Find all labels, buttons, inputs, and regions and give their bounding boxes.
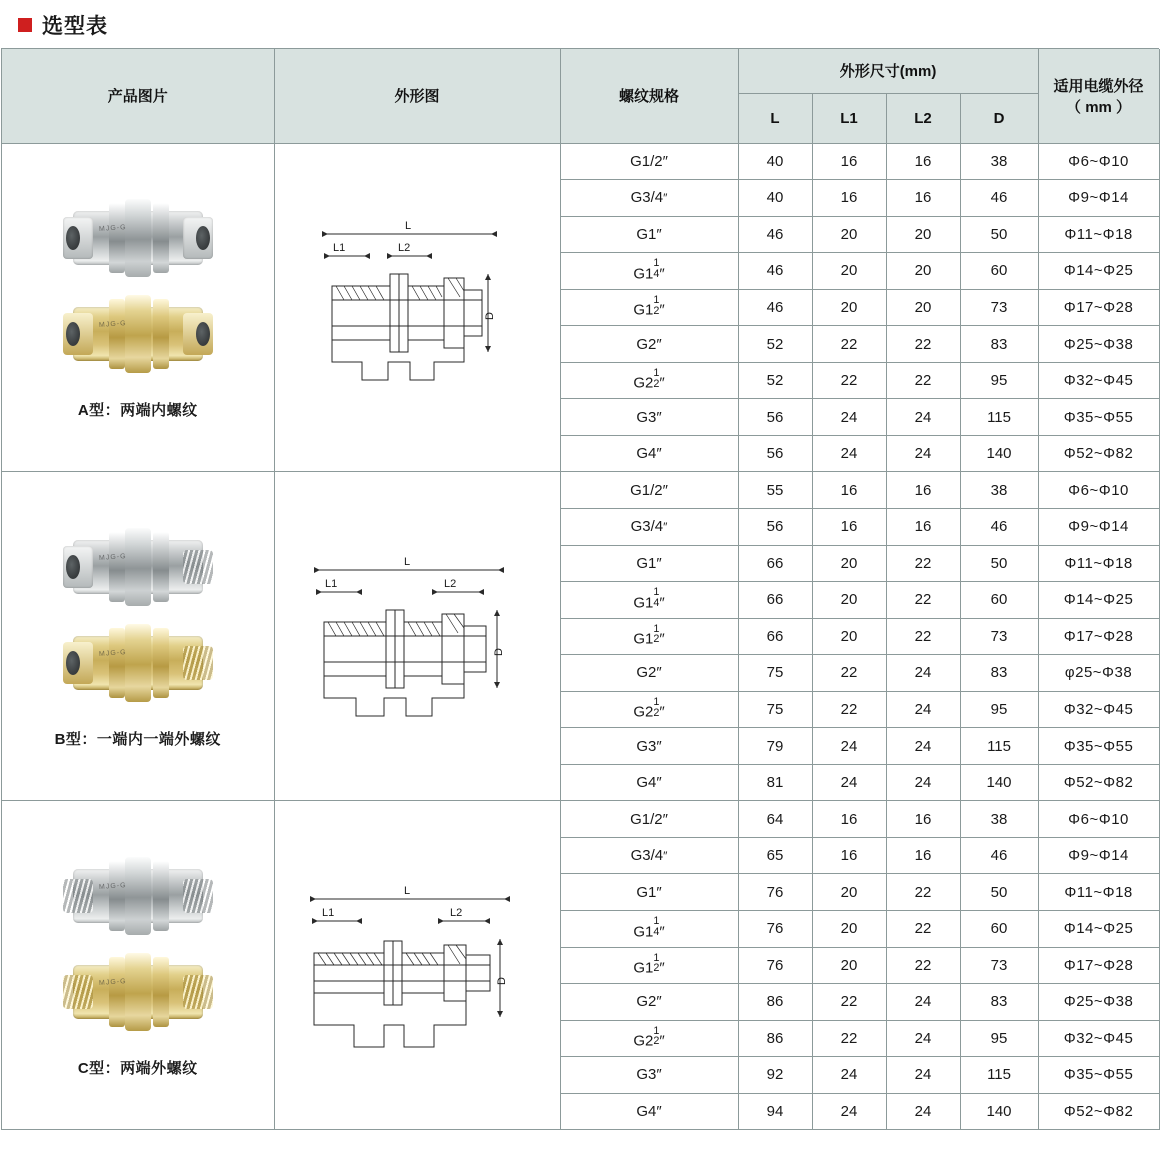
svg-text:L: L [405,220,412,233]
dim-l2-cell: 24 [886,655,960,692]
cable-od-cell: Φ52~Φ82 [1038,435,1159,472]
dim-l2-cell: 22 [886,618,960,655]
cable-od-cell: Φ52~Φ82 [1038,1093,1159,1130]
dim-l2-cell: 24 [886,984,960,1021]
dim-d-cell: 38 [960,472,1038,509]
header-cable-od-line1: 适用电缆外径 [1053,77,1144,95]
thread-spec-cell: G1/2″ [560,801,738,838]
dim-d-cell: 115 [960,728,1038,765]
dim-l-cell: 75 [738,655,812,692]
dim-l2-cell: 22 [886,326,960,363]
thread-spec-cell: G3″ [560,399,738,436]
product-photo-brass-a: MJG-G [63,291,213,377]
thread-spec-cell: G1/2″ [560,143,738,180]
dim-l1-cell: 24 [812,399,886,436]
product-photo-steel-a: MJG-G [63,195,213,281]
product-photo-steel-c: MJG-G [63,853,213,939]
svg-text:L2: L2 [444,578,457,591]
thread-spec-cell: G1 1 2 ″ [560,947,738,984]
product-photo-brass-c: MJG-G [63,949,213,1035]
dim-l2-cell: 24 [886,1093,960,1130]
header-dim-l2: L2 [886,93,960,143]
dim-l-cell: 79 [738,728,812,765]
header-dim-l: L [738,93,812,143]
dim-d-cell: 60 [960,253,1038,290]
spec-table [2,49,1160,1130]
drawing-type-b [292,536,542,736]
thread-spec-cell: G4″ [560,1093,738,1130]
dim-l-cell: 92 [738,1057,812,1094]
thread-spec-cell: G1 1 2 ″ [560,289,738,326]
dim-l2-cell: 16 [886,472,960,509]
dim-l2-cell: 24 [886,399,960,436]
dim-l-cell: 76 [738,910,812,947]
thread-spec-cell: G1 1 4 ″ [560,910,738,947]
header-thread-spec: 螺纹规格 [560,49,738,143]
thread-spec-cell: G3/4″ [560,508,738,545]
dim-d-cell: 83 [960,655,1038,692]
dim-l2-cell: 20 [886,216,960,253]
dim-l-cell: 76 [738,874,812,911]
dim-l-cell: 64 [738,801,812,838]
dim-l-cell: 76 [738,947,812,984]
dim-l1-cell: 20 [812,545,886,582]
dim-l-cell: 94 [738,1093,812,1130]
dim-l1-cell: 22 [812,326,886,363]
svg-text:L1: L1 [333,242,346,255]
dim-l2-cell: 24 [886,691,960,728]
page-title-label: 选型表 [42,15,108,38]
svg-text:L1: L1 [325,578,338,591]
cable-od-cell: φ25~Φ38 [1038,655,1159,692]
thread-spec-cell: G1″ [560,545,738,582]
product-photo-brass-b: MJG-G [63,620,213,706]
dim-d-cell: 73 [960,618,1038,655]
dim-l2-cell: 20 [886,289,960,326]
dim-l1-cell: 24 [812,1057,886,1094]
dim-d-cell: 95 [960,691,1038,728]
dim-l2-cell: 22 [886,910,960,947]
cable-od-cell: Φ52~Φ82 [1038,764,1159,801]
dim-l2-cell: 24 [886,435,960,472]
dim-d-cell: 83 [960,326,1038,363]
cable-od-cell: Φ6~Φ10 [1038,472,1159,509]
svg-text:L: L [404,556,411,569]
svg-text:L2: L2 [398,242,411,255]
dim-l2-cell: 22 [886,874,960,911]
dim-l-cell: 46 [738,253,812,290]
dim-l2-cell: 16 [886,837,960,874]
dim-l1-cell: 20 [812,618,886,655]
cable-od-cell: Φ32~Φ45 [1038,362,1159,399]
dim-l2-cell: 22 [886,545,960,582]
cable-od-cell: Φ17~Φ28 [1038,289,1159,326]
thread-spec-cell: G2″ [560,326,738,363]
dim-l1-cell: 24 [812,435,886,472]
outline-drawing-cell-type-b [274,472,560,801]
thread-spec-cell: G1″ [560,874,738,911]
thread-spec-cell: G1 1 4 ″ [560,253,738,290]
title-marker-icon [18,18,32,32]
dim-d-cell: 95 [960,1020,1038,1057]
thread-spec-cell: G2 1 2 ″ [560,691,738,728]
dim-d-cell: 140 [960,435,1038,472]
header-dim-d: D [960,93,1038,143]
dim-d-cell: 140 [960,1093,1038,1130]
cable-od-cell: Φ9~Φ14 [1038,180,1159,217]
dim-l-cell: 66 [738,582,812,619]
cable-od-cell: Φ6~Φ10 [1038,143,1159,180]
cable-od-cell: Φ14~Φ25 [1038,582,1159,619]
cable-od-cell: Φ14~Φ25 [1038,910,1159,947]
cable-od-cell: Φ25~Φ38 [1038,326,1159,363]
table-body [2,143,1159,1130]
dim-l1-cell: 16 [812,143,886,180]
thread-spec-cell: G3″ [560,1057,738,1094]
cable-od-cell: Φ9~Φ14 [1038,508,1159,545]
cable-od-cell: Φ14~Φ25 [1038,253,1159,290]
product-photo-steel-b: MJG-G [63,524,213,610]
dim-d-cell: 60 [960,582,1038,619]
dim-l1-cell: 20 [812,910,886,947]
header-outline-drawing: 外形图 [274,49,560,143]
table-row [2,472,1159,509]
dim-l2-cell: 22 [886,947,960,984]
dim-l1-cell: 22 [812,691,886,728]
dim-d-cell: 50 [960,545,1038,582]
dim-l-cell: 86 [738,984,812,1021]
cable-od-cell: Φ32~Φ45 [1038,691,1159,728]
dim-l-cell: 56 [738,435,812,472]
dim-d-cell: 46 [960,508,1038,545]
dim-d-cell: 73 [960,289,1038,326]
cable-od-cell: Φ25~Φ38 [1038,984,1159,1021]
thread-spec-cell: G2 1 2 ″ [560,362,738,399]
dim-d-cell: 50 [960,874,1038,911]
cable-od-cell: Φ17~Φ28 [1038,947,1159,984]
dim-l-cell: 65 [738,837,812,874]
cable-od-cell: Φ11~Φ18 [1038,874,1159,911]
drawing-type-c [292,865,542,1065]
svg-text:D: D [493,648,505,657]
table-row [2,143,1159,180]
dim-d-cell: 115 [960,1057,1038,1094]
dim-l1-cell: 16 [812,801,886,838]
dim-l1-cell: 16 [812,180,886,217]
svg-text:L2: L2 [450,907,463,920]
dim-d-cell: 46 [960,837,1038,874]
dim-l-cell: 52 [738,362,812,399]
thread-spec-cell: G1 1 4 ″ [560,582,738,619]
product-image-cell-type-c [2,801,274,1130]
dim-l1-cell: 20 [812,874,886,911]
thread-spec-cell: G2″ [560,655,738,692]
thread-spec-cell: G1 1 2 ″ [560,618,738,655]
product-image-cell-type-a [2,143,274,472]
dim-l-cell: 46 [738,289,812,326]
dim-d-cell: 140 [960,764,1038,801]
dim-l-cell: 56 [738,399,812,436]
cable-od-cell: Φ17~Φ28 [1038,618,1159,655]
dim-l-cell: 86 [738,1020,812,1057]
cable-od-cell: Φ9~Φ14 [1038,837,1159,874]
dim-d-cell: 115 [960,399,1038,436]
dim-l-cell: 46 [738,216,812,253]
page-title [0,0,1160,48]
dim-d-cell: 95 [960,362,1038,399]
dim-l1-cell: 20 [812,216,886,253]
svg-text:L1: L1 [322,907,335,920]
thread-spec-cell: G1″ [560,216,738,253]
dim-l2-cell: 16 [886,508,960,545]
dim-l1-cell: 24 [812,728,886,765]
table-head [2,49,1159,143]
dim-d-cell: 73 [960,947,1038,984]
dim-l-cell: 66 [738,618,812,655]
header-cable-od [1038,49,1159,143]
dim-l2-cell: 24 [886,764,960,801]
product-type-label-c: C型：两端外螺纹 [77,1059,198,1077]
dim-l-cell: 81 [738,764,812,801]
thread-spec-cell: G3/4″ [560,180,738,217]
thread-spec-cell: G3/4″ [560,837,738,874]
dim-l1-cell: 24 [812,764,886,801]
cable-od-cell: Φ11~Φ18 [1038,216,1159,253]
dim-d-cell: 38 [960,801,1038,838]
dim-l1-cell: 22 [812,1020,886,1057]
dim-d-cell: 46 [960,180,1038,217]
dim-l2-cell: 24 [886,1057,960,1094]
dim-l2-cell: 22 [886,582,960,619]
dim-l2-cell: 22 [886,362,960,399]
cable-od-cell: Φ11~Φ18 [1038,545,1159,582]
dim-l2-cell: 24 [886,728,960,765]
dim-l1-cell: 22 [812,655,886,692]
header-dim-l1: L1 [812,93,886,143]
dim-d-cell: 50 [960,216,1038,253]
outline-drawing-cell-type-c [274,801,560,1130]
dim-l-cell: 55 [738,472,812,509]
dim-l1-cell: 16 [812,508,886,545]
dim-l2-cell: 24 [886,1020,960,1057]
product-type-label-a: A型：两端内螺纹 [77,401,198,419]
header-dimensions-group: 外形尺寸(mm) [738,49,1038,93]
dim-l-cell: 52 [738,326,812,363]
thread-spec-cell: G4″ [560,435,738,472]
dim-l-cell: 75 [738,691,812,728]
dim-l2-cell: 20 [886,253,960,290]
dim-l-cell: 66 [738,545,812,582]
dim-l2-cell: 16 [886,143,960,180]
cable-od-cell: Φ35~Φ55 [1038,399,1159,436]
dim-l1-cell: 22 [812,362,886,399]
header-cable-od-line2: （ mm ） [1066,98,1132,116]
thread-spec-cell: G1/2″ [560,472,738,509]
cable-od-cell: Φ35~Φ55 [1038,1057,1159,1094]
dim-d-cell: 60 [960,910,1038,947]
svg-text:D: D [484,312,496,321]
dim-l2-cell: 16 [886,801,960,838]
svg-text:L: L [404,885,411,898]
spec-table-wrapper [1,48,1159,1130]
dim-l-cell: 40 [738,180,812,217]
thread-spec-cell: G3″ [560,728,738,765]
dim-l-cell: 56 [738,508,812,545]
dim-l1-cell: 20 [812,582,886,619]
table-row [2,801,1159,838]
cable-od-cell: Φ35~Φ55 [1038,728,1159,765]
outline-drawing-cell-type-a [274,143,560,472]
thread-spec-cell: G2 1 2 ″ [560,1020,738,1057]
dim-l1-cell: 20 [812,947,886,984]
dim-d-cell: 38 [960,143,1038,180]
cable-od-cell: Φ6~Φ10 [1038,801,1159,838]
dim-l1-cell: 16 [812,837,886,874]
header-product-image: 产品图片 [2,49,274,143]
dim-l2-cell: 16 [886,180,960,217]
dim-l1-cell: 24 [812,1093,886,1130]
product-type-label-b: B型：一端内一端外螺纹 [54,730,221,748]
dim-l-cell: 40 [738,143,812,180]
thread-spec-cell: G2″ [560,984,738,1021]
svg-text:D: D [496,977,508,986]
drawing-type-a [292,212,542,402]
dim-l1-cell: 16 [812,472,886,509]
dim-l1-cell: 20 [812,289,886,326]
product-image-cell-type-b [2,472,274,801]
dim-l1-cell: 22 [812,984,886,1021]
dim-d-cell: 83 [960,984,1038,1021]
dim-l1-cell: 20 [812,253,886,290]
cable-od-cell: Φ32~Φ45 [1038,1020,1159,1057]
thread-spec-cell: G4″ [560,764,738,801]
header-row-1 [2,49,1159,93]
